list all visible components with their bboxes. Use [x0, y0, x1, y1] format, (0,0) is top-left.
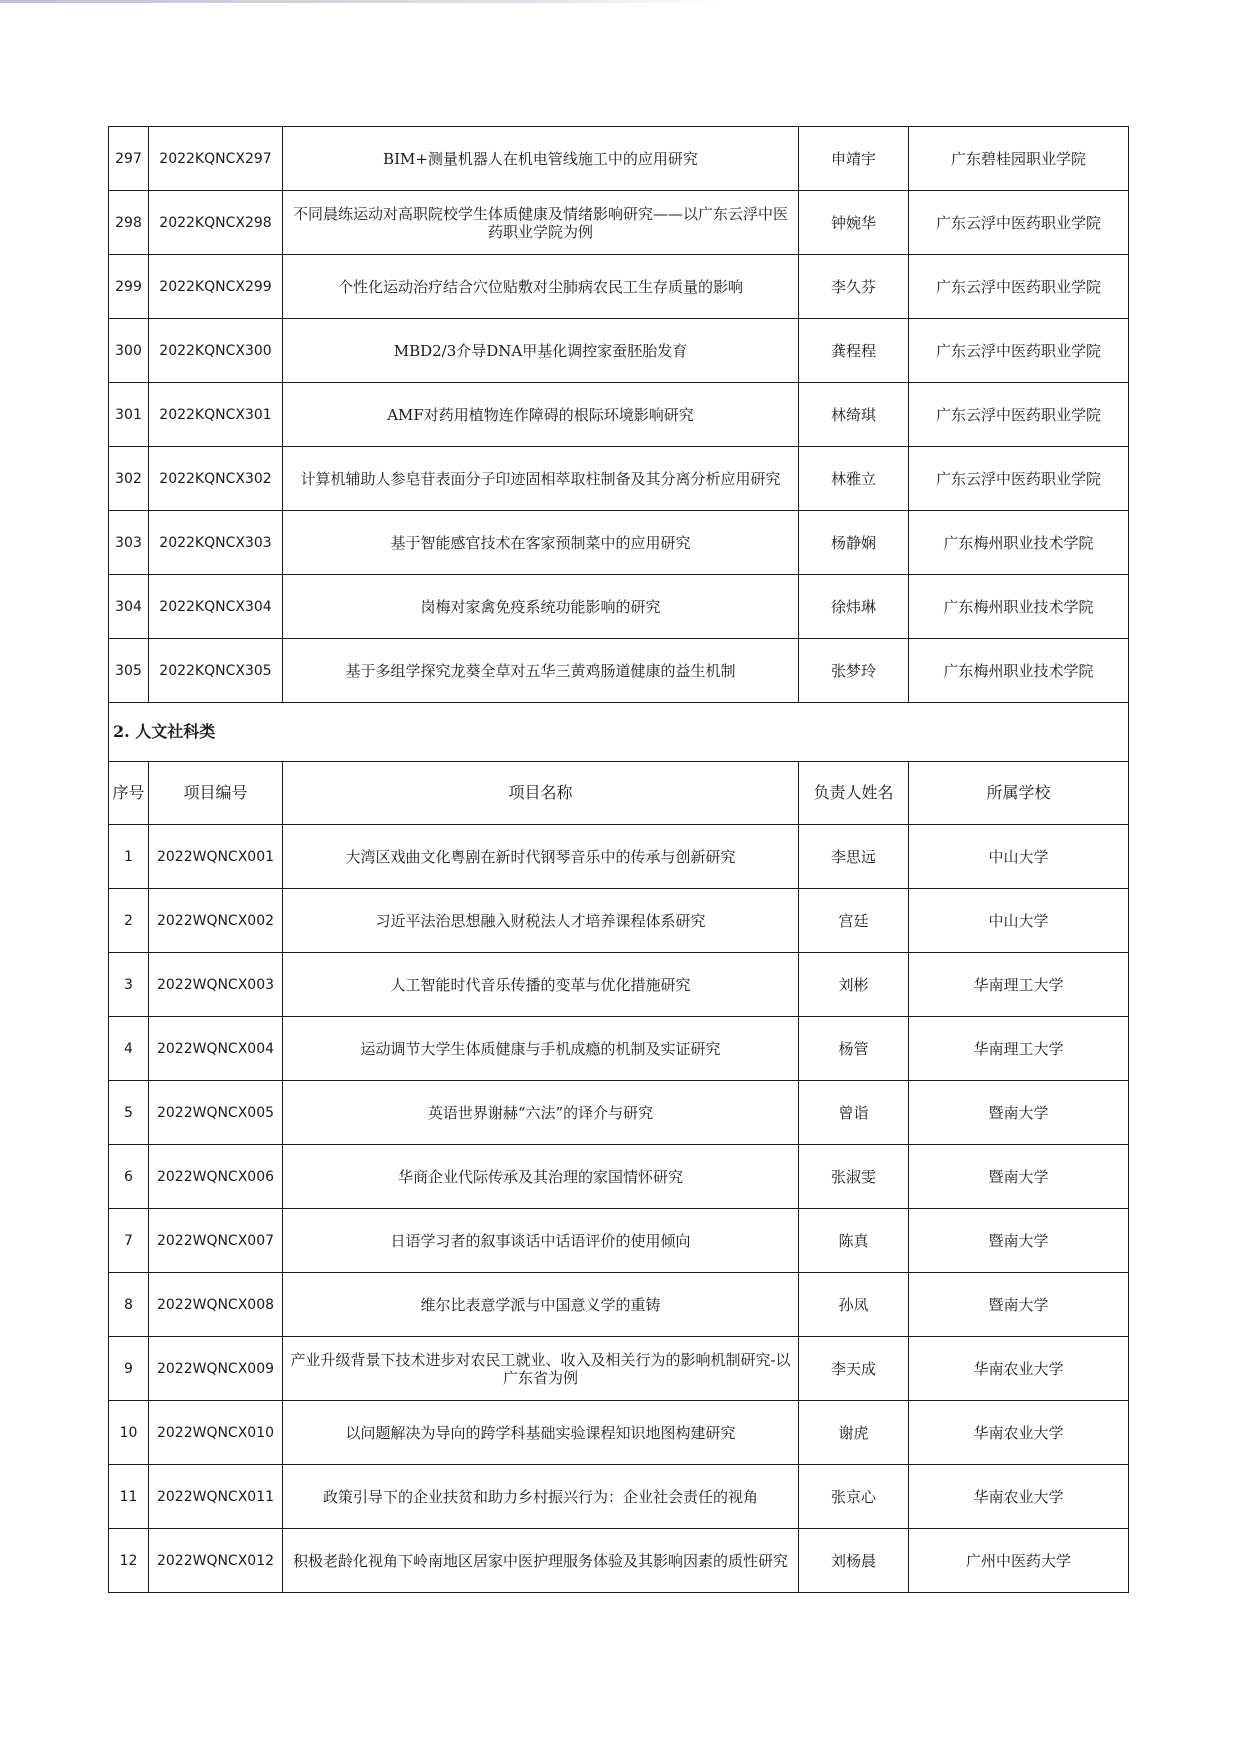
school-cell: 广东碧桂园职业学院: [909, 127, 1129, 191]
seq-cell: 8: [109, 1273, 149, 1337]
school-cell: 暨南大学: [909, 1273, 1129, 1337]
project-title-cell: 基于多组学探究龙葵全草对五华三黄鸡肠道健康的益生机制: [283, 639, 799, 703]
leader-cell: 张京心: [799, 1465, 909, 1529]
project-code-cell: 2022KQNCX297: [149, 127, 283, 191]
school-cell: 广东梅州职业技术学院: [909, 575, 1129, 639]
header-school: 所属学校: [909, 762, 1129, 825]
leader-cell: 陈真: [799, 1209, 909, 1273]
school-cell: 华南农业大学: [909, 1337, 1129, 1401]
seq-cell: 301: [109, 383, 149, 447]
table-row: [109, 1401, 1129, 1465]
school-cell: 广东梅州职业技术学院: [909, 639, 1129, 703]
project-title-cell: 运动调节大学生体质健康与手机成瘾的机制及实证研究: [283, 1017, 799, 1081]
leader-cell: 李思远: [799, 825, 909, 889]
project-list-body: [109, 127, 1129, 1593]
leader-cell: 孙凤: [799, 1273, 909, 1337]
seq-cell: 12: [109, 1529, 149, 1593]
school-cell: 广东云浮中医药职业学院: [909, 447, 1129, 511]
school-cell: 华南农业大学: [909, 1465, 1129, 1529]
table-row: [109, 889, 1129, 953]
project-title-cell: 计算机辅助人参皂苷表面分子印迹固相萃取柱制备及其分离分析应用研究: [283, 447, 799, 511]
project-title-cell: 个性化运动治疗结合穴位贴敷对尘肺病农民工生存质量的影响: [283, 255, 799, 319]
leader-cell: 宫廷: [799, 889, 909, 953]
leader-cell: 林绮琪: [799, 383, 909, 447]
table-row: [109, 1145, 1129, 1209]
project-code-cell: 2022KQNCX305: [149, 639, 283, 703]
leader-cell: 徐炜琳: [799, 575, 909, 639]
seq-cell: 304: [109, 575, 149, 639]
table-header-row: [109, 762, 1129, 825]
project-title-cell: BIM+测量机器人在机电管线施工中的应用研究: [283, 127, 799, 191]
leader-cell: 林雅立: [799, 447, 909, 511]
project-title-cell: 日语学习者的叙事谈话中话语评价的使用倾向: [283, 1209, 799, 1273]
project-code-cell: 2022WQNCX004: [149, 1017, 283, 1081]
project-code-cell: 2022KQNCX298: [149, 191, 283, 255]
project-title-cell: 产业升级背景下技术进步对农民工就业、收入及相关行为的影响机制研究-以广东省为例: [283, 1337, 799, 1401]
project-code-cell: 2022KQNCX301: [149, 383, 283, 447]
seq-cell: 297: [109, 127, 149, 191]
table-row: [109, 1017, 1129, 1081]
project-code-cell: 2022KQNCX300: [149, 319, 283, 383]
project-title-cell: 基于智能感官技术在客家预制菜中的应用研究: [283, 511, 799, 575]
project-title-cell: 大湾区戏曲文化粤剧在新时代钢琴音乐中的传承与创新研究: [283, 825, 799, 889]
header-code: 项目编号: [149, 762, 283, 825]
project-title-cell: 不同晨练运动对高职院校学生体质健康及情绪影响研究——以广东云浮中医药职业学院为例: [283, 191, 799, 255]
seq-cell: 4: [109, 1017, 149, 1081]
leader-cell: 曾诣: [799, 1081, 909, 1145]
table-row: [109, 1081, 1129, 1145]
seq-cell: 2: [109, 889, 149, 953]
table-row: [109, 383, 1129, 447]
header-title: 项目名称: [283, 762, 799, 825]
project-code-cell: 2022KQNCX299: [149, 255, 283, 319]
leader-cell: 谢虎: [799, 1401, 909, 1465]
school-cell: 华南理工大学: [909, 1017, 1129, 1081]
header-seq: 序号: [109, 762, 149, 825]
project-code-cell: 2022KQNCX304: [149, 575, 283, 639]
leader-cell: 李天成: [799, 1337, 909, 1401]
leader-cell: 刘杨晨: [799, 1529, 909, 1593]
project-list-table: [108, 126, 1129, 1593]
school-cell: 广东梅州职业技术学院: [909, 511, 1129, 575]
seq-cell: 303: [109, 511, 149, 575]
scan-edge-line: [0, 0, 720, 3]
table-row: [109, 1465, 1129, 1529]
leader-cell: 张梦玲: [799, 639, 909, 703]
seq-cell: 11: [109, 1465, 149, 1529]
project-code-cell: 2022WQNCX005: [149, 1081, 283, 1145]
table-row: [109, 953, 1129, 1017]
leader-cell: 龚程程: [799, 319, 909, 383]
school-cell: 暨南大学: [909, 1145, 1129, 1209]
table-row: [109, 575, 1129, 639]
school-cell: 广州中医药大学: [909, 1529, 1129, 1593]
seq-cell: 7: [109, 1209, 149, 1273]
project-title-cell: 积极老龄化视角下岭南地区居家中医护理服务体验及其影响因素的质性研究: [283, 1529, 799, 1593]
seq-cell: 6: [109, 1145, 149, 1209]
school-cell: 广东云浮中医药职业学院: [909, 383, 1129, 447]
school-cell: 中山大学: [909, 889, 1129, 953]
table-row: [109, 127, 1129, 191]
project-title-cell: 人工智能时代音乐传播的变革与优化措施研究: [283, 953, 799, 1017]
project-code-cell: 2022KQNCX302: [149, 447, 283, 511]
seq-cell: 3: [109, 953, 149, 1017]
project-code-cell: 2022WQNCX007: [149, 1209, 283, 1273]
seq-cell: 299: [109, 255, 149, 319]
table-row: [109, 255, 1129, 319]
school-cell: 暨南大学: [909, 1209, 1129, 1273]
seq-cell: 300: [109, 319, 149, 383]
table-row: [109, 825, 1129, 889]
project-title-cell: 政策引导下的企业扶贫和助力乡村振兴行为：企业社会责任的视角: [283, 1465, 799, 1529]
table-row: [109, 319, 1129, 383]
project-title-cell: 以问题解决为导向的跨学科基础实验课程知识地图构建研究: [283, 1401, 799, 1465]
seq-cell: 305: [109, 639, 149, 703]
school-cell: 广东云浮中医药职业学院: [909, 319, 1129, 383]
school-cell: 华南理工大学: [909, 953, 1129, 1017]
project-code-cell: 2022WQNCX009: [149, 1337, 283, 1401]
project-code-cell: 2022WQNCX001: [149, 825, 283, 889]
project-code-cell: 2022WQNCX006: [149, 1145, 283, 1209]
school-cell: 中山大学: [909, 825, 1129, 889]
seq-cell: 5: [109, 1081, 149, 1145]
leader-cell: 李久芬: [799, 255, 909, 319]
project-code-cell: 2022KQNCX303: [149, 511, 283, 575]
school-cell: 暨南大学: [909, 1081, 1129, 1145]
seq-cell: 302: [109, 447, 149, 511]
project-title-cell: 岗梅对家禽免疫系统功能影响的研究: [283, 575, 799, 639]
project-title-cell: 习近平法治思想融入财税法人才培养课程体系研究: [283, 889, 799, 953]
table-row: [109, 511, 1129, 575]
project-title-cell: 维尔比表意学派与中国意义学的重铸: [283, 1273, 799, 1337]
header-leader: 负责人姓名: [799, 762, 909, 825]
project-code-cell: 2022WQNCX012: [149, 1529, 283, 1593]
section-heading-row: [109, 703, 1129, 762]
table-row: [109, 1273, 1129, 1337]
school-cell: 广东云浮中医药职业学院: [909, 255, 1129, 319]
section-heading: 2. 人文社科类: [109, 703, 1129, 762]
project-code-cell: 2022WQNCX002: [149, 889, 283, 953]
leader-cell: 杨静娴: [799, 511, 909, 575]
project-code-cell: 2022WQNCX010: [149, 1401, 283, 1465]
school-cell: 华南农业大学: [909, 1401, 1129, 1465]
project-title-cell: 华商企业代际传承及其治理的家国情怀研究: [283, 1145, 799, 1209]
leader-cell: 刘彬: [799, 953, 909, 1017]
school-cell: 广东云浮中医药职业学院: [909, 191, 1129, 255]
leader-cell: 申靖宇: [799, 127, 909, 191]
seq-cell: 9: [109, 1337, 149, 1401]
table-row: [109, 191, 1129, 255]
seq-cell: 1: [109, 825, 149, 889]
leader-cell: 杨管: [799, 1017, 909, 1081]
project-code-cell: 2022WQNCX008: [149, 1273, 283, 1337]
leader-cell: 钟婉华: [799, 191, 909, 255]
project-code-cell: 2022WQNCX003: [149, 953, 283, 1017]
leader-cell: 张淑雯: [799, 1145, 909, 1209]
table-row: [109, 447, 1129, 511]
seq-cell: 10: [109, 1401, 149, 1465]
table-row: [109, 639, 1129, 703]
table-row: [109, 1337, 1129, 1401]
project-title-cell: MBD2/3介导DNA甲基化调控家蚕胚胎发育: [283, 319, 799, 383]
project-code-cell: 2022WQNCX011: [149, 1465, 283, 1529]
table-row: [109, 1209, 1129, 1273]
project-title-cell: 英语世界谢赫“六法”的译介与研究: [283, 1081, 799, 1145]
seq-cell: 298: [109, 191, 149, 255]
table-row: [109, 1529, 1129, 1593]
project-title-cell: AMF对药用植物连作障碍的根际环境影响研究: [283, 383, 799, 447]
